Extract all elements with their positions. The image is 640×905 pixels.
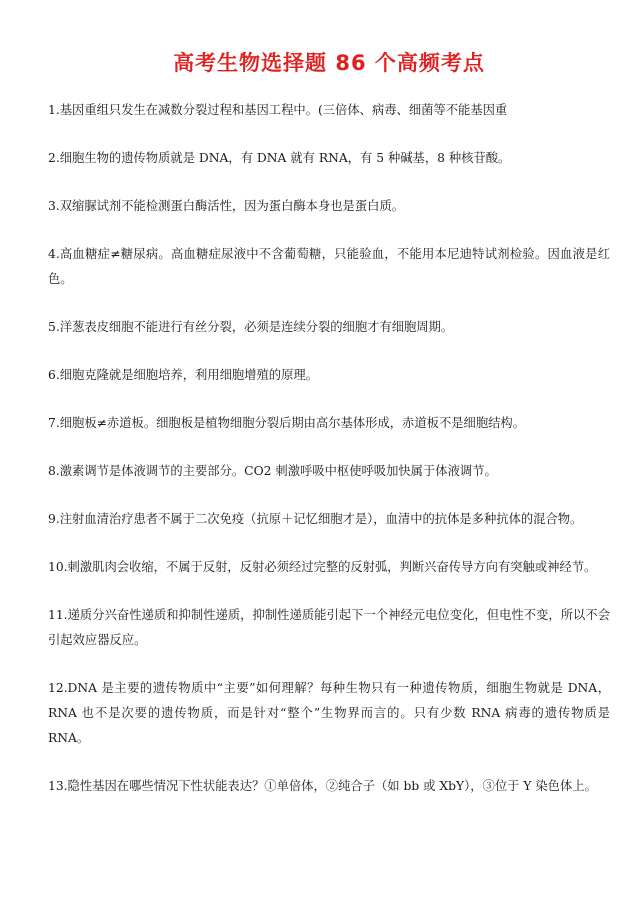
point-item-1: 1.基因重组只发生在减数分裂过程和基因工程中。(三倍体、病毒、细菌等不能基因重 [48, 103, 508, 117]
point-item-7: 7.细胞板≠赤道板。细胞板是植物细胞分裂后期由高尔基体形成，赤道板不是细胞结构。 [48, 416, 526, 430]
point-item-11: 11.递质分兴奋性递质和抑制性递质，抑制性递质能引起下一个神经元电位变化，但电性不变，所以不会引起效应器反应。 [48, 608, 610, 647]
point-item-13: 13.隐性基因在哪些情况下性状能表达？①单倍体，②纯合子（如 bb 或 XbY），③位于 Y 染色体上。 [48, 779, 597, 793]
point-item-9: 9.注射血清治疗患者不属于二次免疫（抗原＋记忆细胞才是），血清中的抗体是多种抗体的混合物。 [48, 512, 583, 526]
point-item-2: 2.细胞生物的遗传物质就是 DNA，有 DNA 就有 RNA，有 5 种碱基，8 种核苷酸。 [48, 151, 511, 165]
point-item-5: 5.洋葱表皮细胞不能进行有丝分裂，必须是连续分裂的细胞才有细胞周期。 [48, 320, 454, 334]
point-item-8: 8.激素调节是体液调节的主要部分。CO2 刺激呼吸中枢使呼吸加快属于体液调节。 [48, 464, 497, 478]
point-item-12: 12.DNA 是主要的遗传物质中“主要”如何理解？每种生物只有一种遗传物质，细胞生物就是 DNA，RNA 也不是次要的遗传物质，而是针对“整个”生物界而言的。只有少数 RNA 病毒的遗传物质是 RNA。 [48, 681, 610, 745]
point-item-6: 6.细胞克隆就是细胞培养，利用细胞增殖的原理。 [48, 368, 318, 382]
point-list [48, 98, 610, 799]
point-item-10: 10.刺激肌肉会收缩，不属于反射，反射必须经过完整的反射弧，判断兴奋传导方向有突触或神经节。 [48, 560, 597, 574]
point-item-4: 4.高血糖症≠糖尿病。高血糖症尿液中不含葡萄糖，只能验血，不能用本尼迪特试剂检验。因血液是红色。 [48, 247, 610, 286]
point-item-3: 3.双缩脲试剂不能检测蛋白酶活性，因为蛋白酶本身也是蛋白质。 [48, 199, 405, 213]
document-title: 高考生物选择题 86 个高频考点 [173, 51, 485, 75]
